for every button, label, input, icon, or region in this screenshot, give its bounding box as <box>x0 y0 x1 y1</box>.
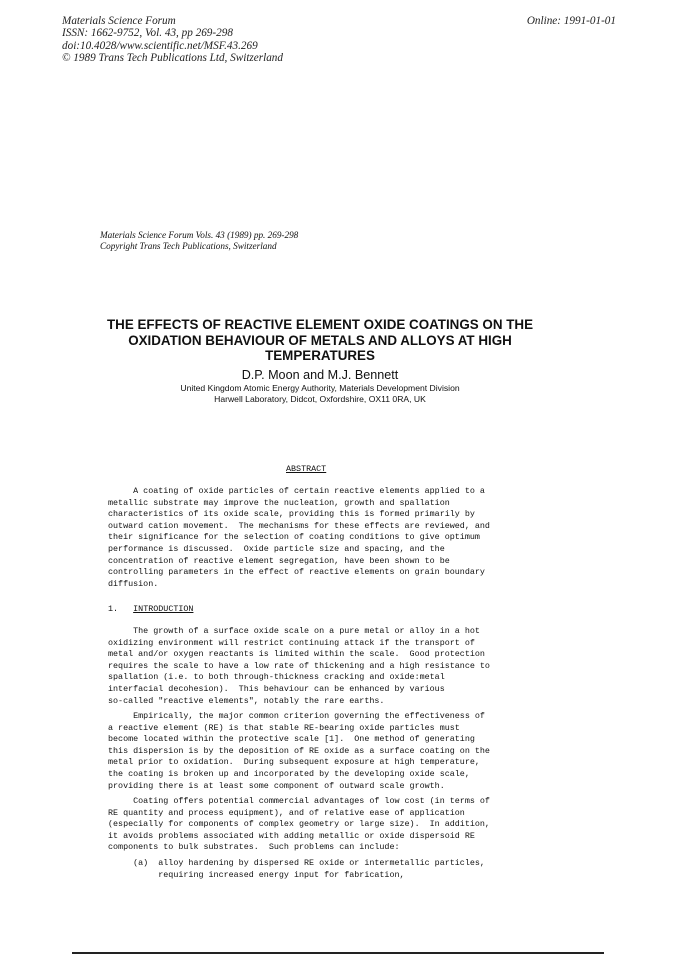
text-line: a reactive element (RE) is that stable RE-bearing oxide particles must <box>108 722 460 733</box>
intro-list-item-a <box>108 858 485 881</box>
text-line: become located within the protective scale [1]. One method of generating <box>108 734 475 745</box>
text-line: RE quantity and process equipment), and of relative ease of application <box>108 807 465 818</box>
text-line: their significance for the selection of coating conditions to give optimum <box>108 532 480 543</box>
title-line: THE EFFECTS OF REACTIVE ELEMENT OXIDE COATINGS ON THE <box>106 317 534 332</box>
text-line: this dispersion is by the deposition of RE oxide as a surface coating on the <box>108 745 490 756</box>
text-line: outward cation movement. The mechanisms for these effects are reviewed, and <box>108 520 490 531</box>
publication-stamp <box>100 230 298 252</box>
affiliation <box>100 383 540 405</box>
intro-paragraph-2 <box>108 711 490 792</box>
stamp-line-1: Materials Science Forum Vols. 43 (1989) pp. 269-298 <box>100 230 299 240</box>
text-line: performance is discussed. Oxide particle size and spacing, and the <box>108 543 445 554</box>
intro-paragraph-1 <box>108 626 490 707</box>
text-line: metal prior to oxidation. During subsequent exposure at high temperature, <box>108 757 480 768</box>
affiliation-line: United Kingdom Atomic Energy Authority, Materials Development Division <box>180 383 460 393</box>
text-line: providing there is at least some component of outward scale growth. <box>108 780 445 791</box>
issn-line: ISSN: 1662-9752, Vol. 43, pp 269-298 <box>62 27 233 40</box>
text-line: metal and/or oxygen reactants is limited within the scale. Good protection <box>108 649 485 660</box>
intro-paragraph-3 <box>108 796 490 854</box>
text-line: Empirically, the major common criterion governing the effectiveness of <box>108 711 485 721</box>
section-heading <box>108 604 193 616</box>
text-line: controlling parameters in the effect of reactive elements on grain boundary <box>108 567 485 578</box>
text-line: Coating offers potential commercial advantages of low cost (in terms of <box>108 796 490 806</box>
text-line: the coating is broken up and incorporated by the developing oxide scale, <box>108 768 470 779</box>
abstract-heading: ABSTRACT <box>286 464 327 474</box>
text-line: concentration of reactive element segregation, have been shown to be <box>108 555 450 566</box>
text-line: (a) alloy hardening by dispersed RE oxide or intermetallic particles, <box>108 858 485 868</box>
doi-line[interactable]: doi:10.4028/www.scientific.net/MSF.43.269 <box>62 39 258 52</box>
text-line: components to bulk substrates. Such problems can include: <box>108 842 400 853</box>
text-line: spallation (i.e. to both through-thickness cracking and oxide:metal <box>108 672 445 683</box>
page-bottom-rule <box>72 952 604 954</box>
text-line: metallic substrate may improve the nucleation, growth and spallation <box>108 497 450 508</box>
authors: D.P. Moon and M.J. Bennett <box>241 368 399 382</box>
journal-name: Materials Science Forum <box>62 15 176 27</box>
section-number: 1. <box>108 604 119 614</box>
paper-title <box>100 317 540 364</box>
text-line: it avoids problems associated with adding metallic or oxide dispersoid RE <box>108 830 475 841</box>
text-line: characteristics of its oxide scale, providing this is formed primarily by <box>108 509 475 520</box>
stamp-line-2: Copyright Trans Tech Publications, Switzerland <box>100 241 277 251</box>
title-line: OXIDATION BEHAVIOUR OF METALS AND ALLOYS AT HIGH <box>128 332 512 348</box>
text-line: requires the scale to have a low rate of thickening and a high resistance to <box>108 660 490 671</box>
text-line: requiring increased energy input for fabrication, <box>108 869 405 880</box>
title-line: TEMPERATURES <box>265 348 375 363</box>
text-line: (especially for components of complex geometry or large size). In addition, <box>108 819 490 830</box>
text-line: The growth of a surface oxide scale on a pure metal or alloy in a hot <box>108 626 480 636</box>
text-line: so-called "reactive elements", notably the rare earths. <box>108 695 385 706</box>
affiliation-line: Harwell Laboratory, Didcot, Oxfordshire, OX11 0RA, UK <box>214 394 426 404</box>
copyright-line: © 1989 Trans Tech Publications Ltd, Switzerland <box>62 52 283 65</box>
text-line: interfacial decohesion). This behaviour can be enhanced by various <box>108 683 445 694</box>
online-date: Online: 1991-01-01 <box>526 15 616 27</box>
text-line: A coating of oxide particles of certain reactive elements applied to a <box>108 486 485 496</box>
journal-metadata <box>62 15 283 65</box>
text-line: oxidizing environment will restrict continuing attack if the transport of <box>108 637 475 648</box>
section-title: INTRODUCTION <box>133 604 194 614</box>
abstract-body <box>108 486 490 590</box>
text-line: diffusion. <box>108 578 159 589</box>
